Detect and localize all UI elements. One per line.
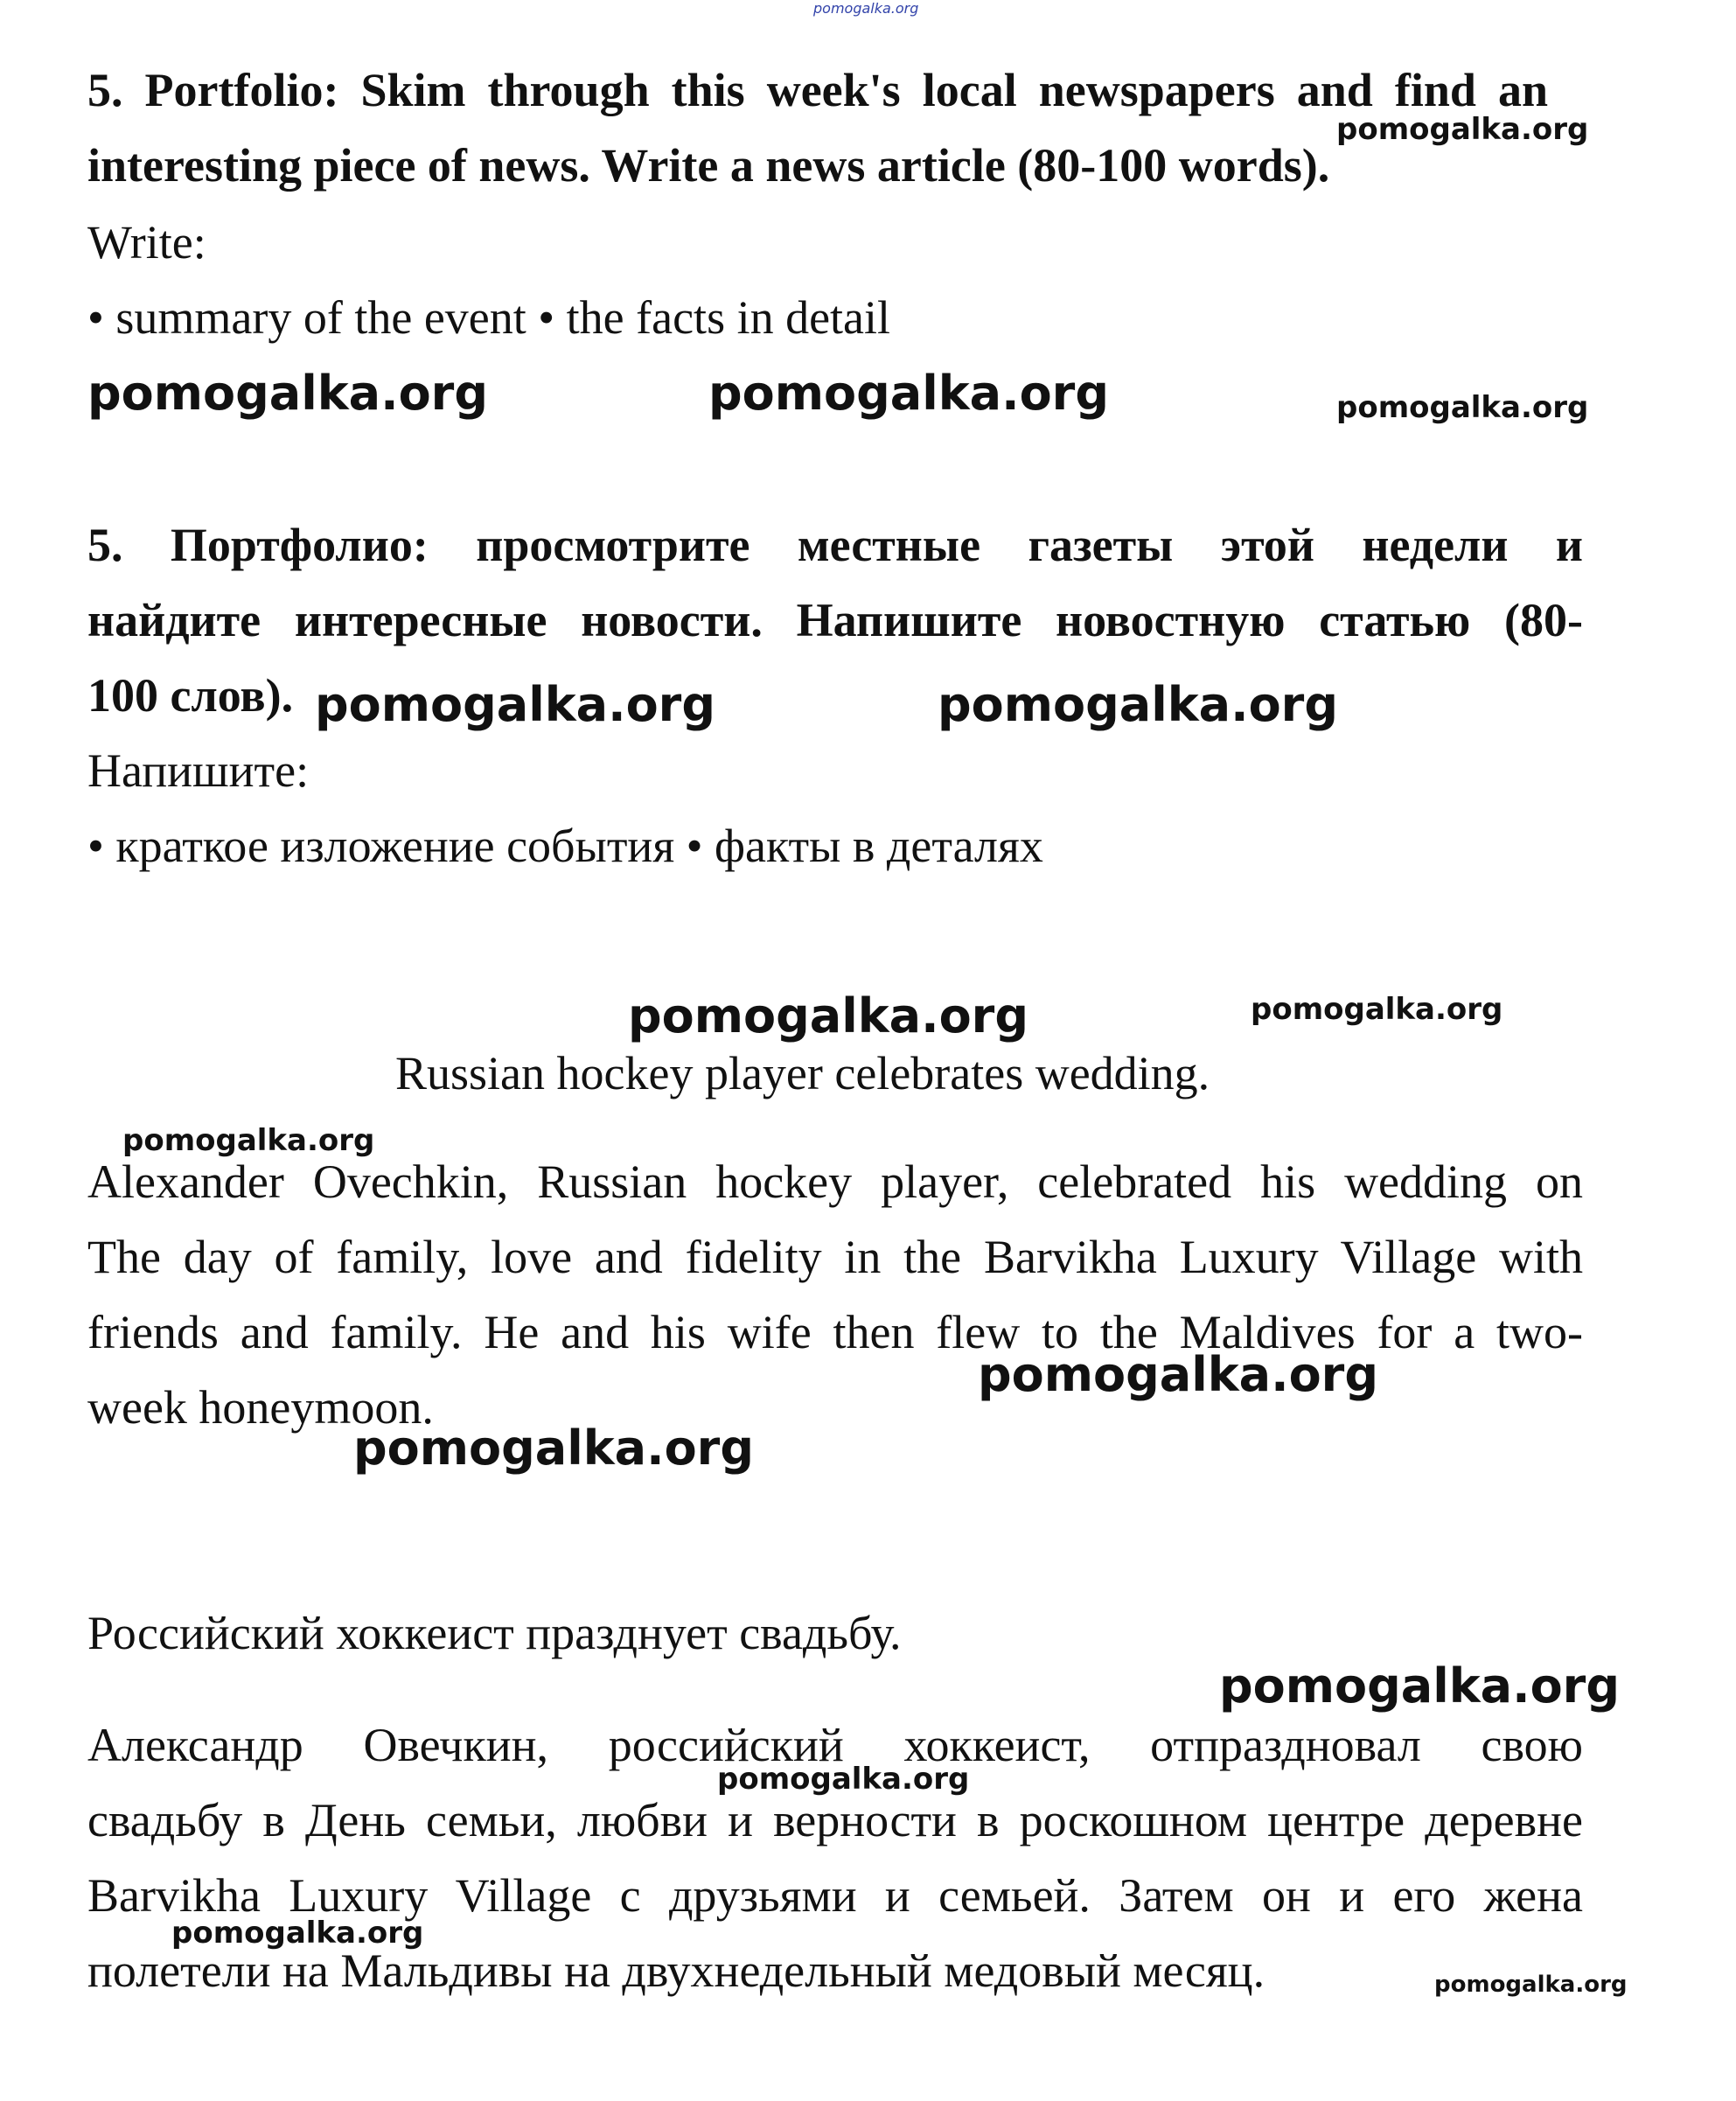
watermark: pomogalka.org [1336, 390, 1589, 425]
article-ru-title: Российский хоккеист празднует свадьбу. [87, 1607, 902, 1659]
watermark: pomogalka.org [1336, 112, 1589, 147]
watermark: pomogalka.org [938, 677, 1338, 732]
watermark: pomogalka.org [171, 1916, 424, 1951]
article-en-title: Russian hockey player celebrates wedding. [395, 1047, 1210, 1099]
task-ru-line-3: 100 слов). [87, 669, 294, 722]
watermark: pomogalka.org [708, 366, 1109, 421]
watermark-top: pomogalka.org [813, 0, 919, 17]
watermark: pomogalka.org [978, 1347, 1378, 1402]
task-ru-bullets: • краткое изложение события • факты в деталях [87, 820, 1043, 872]
article-ru-line-3: Barvikha Luxury Village с друзьями и семьей. Затем он и его жена [87, 1869, 1583, 1922]
watermark: pomogalka.org [628, 988, 1028, 1044]
watermark: pomogalka.org [315, 677, 715, 732]
article-ru-line-2: свадьбу в День семьи, любви и верности в роскошном центре деревне [87, 1794, 1583, 1846]
watermark: pomogalka.org [1434, 1972, 1628, 1998]
task-ru-write-label: Напишите: [87, 744, 310, 797]
task-ru-line-2: найдите интересные новости. Напишите новостную статью (80- [87, 594, 1583, 646]
watermark: pomogalka.org [353, 1420, 754, 1476]
article-en-line-2: The day of family, love and fidelity in the Barvikha Luxury Village with [87, 1231, 1583, 1283]
task-en-line-1: 5. Portfolio: Skim through this week's local newspapers and find an [87, 64, 1548, 116]
article-en-line-4: week honeymoon. [87, 1381, 434, 1434]
watermark: pomogalka.org [717, 1762, 970, 1797]
watermark: pomogalka.org [1251, 992, 1503, 1027]
article-en-line-1: Alexander Ovechkin, Russian hockey player, celebrated his wedding on [87, 1155, 1583, 1208]
task-en-bullets: • summary of the event • the facts in detail [87, 291, 891, 344]
article-ru-line-4: полетели на Мальдивы на двухнедельный медовый месяц. [87, 1944, 1265, 1997]
task-en-write-label: Write: [87, 216, 206, 269]
article-en-line-3: friends and family. He and his wife then flew to the Maldives for a two- [87, 1306, 1583, 1358]
article-ru-line-1: Александр Овечкин, российский хоккеист, отпраздновал свою [87, 1719, 1583, 1771]
watermark: pomogalka.org [1219, 1658, 1620, 1714]
task-en-line-2: interesting piece of news. Write a news article (80-100 words). [87, 139, 1330, 192]
watermark: pomogalka.org [87, 366, 488, 421]
watermark: pomogalka.org [122, 1123, 375, 1158]
task-ru-line-1: 5. Портфолио: просмотрите местные газеты этой недели и [87, 519, 1583, 571]
